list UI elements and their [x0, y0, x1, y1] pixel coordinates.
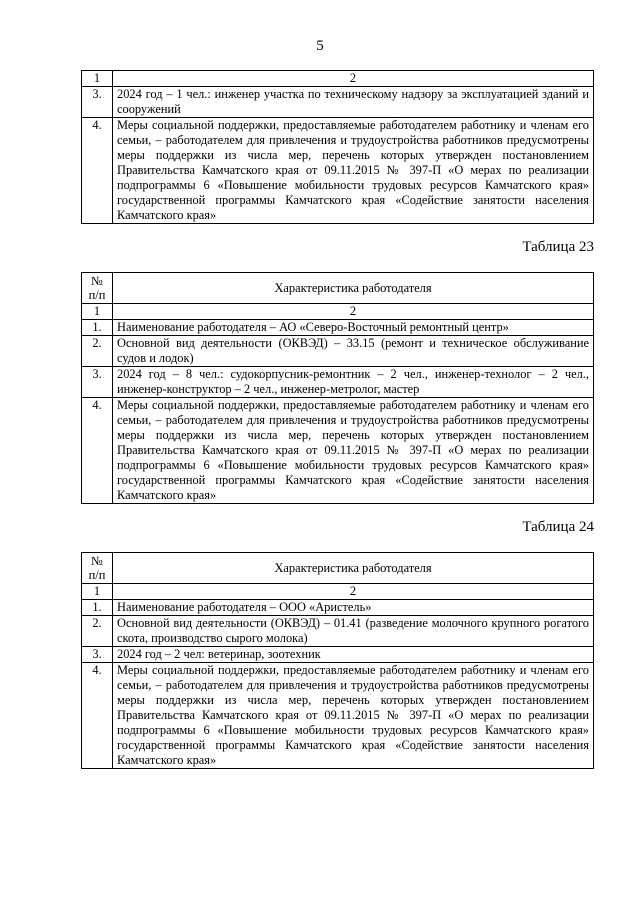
row-number: 1.	[82, 320, 113, 336]
row-number: 2.	[82, 616, 113, 647]
row-text: 2024 год – 1 чел.: инженер участка по техническому надзору за эксплуатацией зданий и сооружений	[113, 87, 594, 118]
table-continued	[81, 70, 594, 224]
index-cell: 1	[82, 304, 113, 320]
row-text: Наименование работодателя – АО «Северо-Восточный ремонтный центр»	[113, 320, 594, 336]
table-header-row	[82, 553, 594, 584]
table-row	[82, 647, 594, 663]
index-cell: 1	[82, 584, 113, 600]
row-number: 3.	[82, 647, 113, 663]
row-text: Меры социальной поддержки, предоставляемые работодателем работнику и членам его семьи, – работодателем для привлечения и трудоустройства работников предусмотрены меры поддержки из числа мер, перечень которых утвержден постановлением Правительства Камчатского края от 09.11.2015 № 397-П «О мерах по реализации подпрограммы 6 «Повышение мобильности трудовых ресурсов Камчатского края» государственной программы Камчатского края «Содействие занятости населения Камчатского края»	[113, 398, 594, 504]
row-number: 1.	[82, 600, 113, 616]
row-text: Основной вид деятельности (ОКВЭД) – 33.15 (ремонт и техническое обслуживание судов и лодок)	[113, 336, 594, 367]
table-23	[81, 272, 594, 504]
row-number: 4.	[82, 663, 113, 769]
table-row	[82, 87, 594, 118]
table-header-row	[82, 273, 594, 304]
table-row	[82, 320, 594, 336]
table-caption: Таблица 24	[522, 519, 594, 535]
index-cell: 2	[113, 584, 594, 600]
table-row	[82, 398, 594, 504]
table-row	[82, 118, 594, 224]
header-num: № п/п	[82, 273, 113, 304]
table-index-row	[82, 304, 594, 320]
table-index-row	[82, 71, 594, 87]
header-title: Характеристика работодателя	[113, 553, 594, 584]
table-row	[82, 616, 594, 647]
row-number: 4.	[82, 118, 113, 224]
row-text: 2024 год – 8 чел.: судокорпусник-ремонтник – 2 чел., инженер-технолог – 2 чел., инженер-конструктор – 2 чел., инженер-метролог, мастер	[113, 367, 594, 398]
row-text: 2024 год – 2 чел: ветеринар, зоотехник	[113, 647, 594, 663]
row-number: 3.	[82, 367, 113, 398]
table-row	[82, 367, 594, 398]
row-text: Основной вид деятельности (ОКВЭД) – 01.41 (разведение молочного крупного рогатого скота, производство сырого молока)	[113, 616, 594, 647]
row-number: 3.	[82, 87, 113, 118]
index-cell: 2	[113, 304, 594, 320]
page-number: 5	[316, 38, 324, 54]
index-cell: 2	[113, 71, 594, 87]
table-index-row	[82, 584, 594, 600]
header-title: Характеристика работодателя	[113, 273, 594, 304]
table-24	[81, 552, 594, 769]
row-number: 2.	[82, 336, 113, 367]
index-cell: 1	[82, 71, 113, 87]
row-number: 4.	[82, 398, 113, 504]
row-text: Наименование работодателя – ООО «Аристель»	[113, 600, 594, 616]
table-row	[82, 600, 594, 616]
table-caption: Таблица 23	[522, 239, 594, 255]
row-text: Меры социальной поддержки, предоставляемые работодателем работнику и членам его семьи, – работодателем для привлечения и трудоустройства работников предусмотрены меры поддержки из числа мер, перечень которых утвержден постановлением Правительства Камчатского края от 09.11.2015 № 397-П «О мерах по реализации подпрограммы 6 «Повышение мобильности трудовых ресурсов Камчатского края» государственной программы Камчатского края «Содействие занятости населения Камчатского края»	[113, 663, 594, 769]
row-text: Меры социальной поддержки, предоставляемые работодателем работнику и членам его семьи, – работодателем для привлечения и трудоустройства работников предусмотрены меры поддержки из числа мер, перечень которых утвержден постановлением Правительства Камчатского края от 09.11.2015 № 397-П «О мерах по реализации подпрограммы 6 «Повышение мобильности трудовых ресурсов Камчатского края» государственной программы Камчатского края «Содействие занятости населения Камчатского края»	[113, 118, 594, 224]
header-num: № п/п	[82, 553, 113, 584]
table-row	[82, 663, 594, 769]
table-row	[82, 336, 594, 367]
